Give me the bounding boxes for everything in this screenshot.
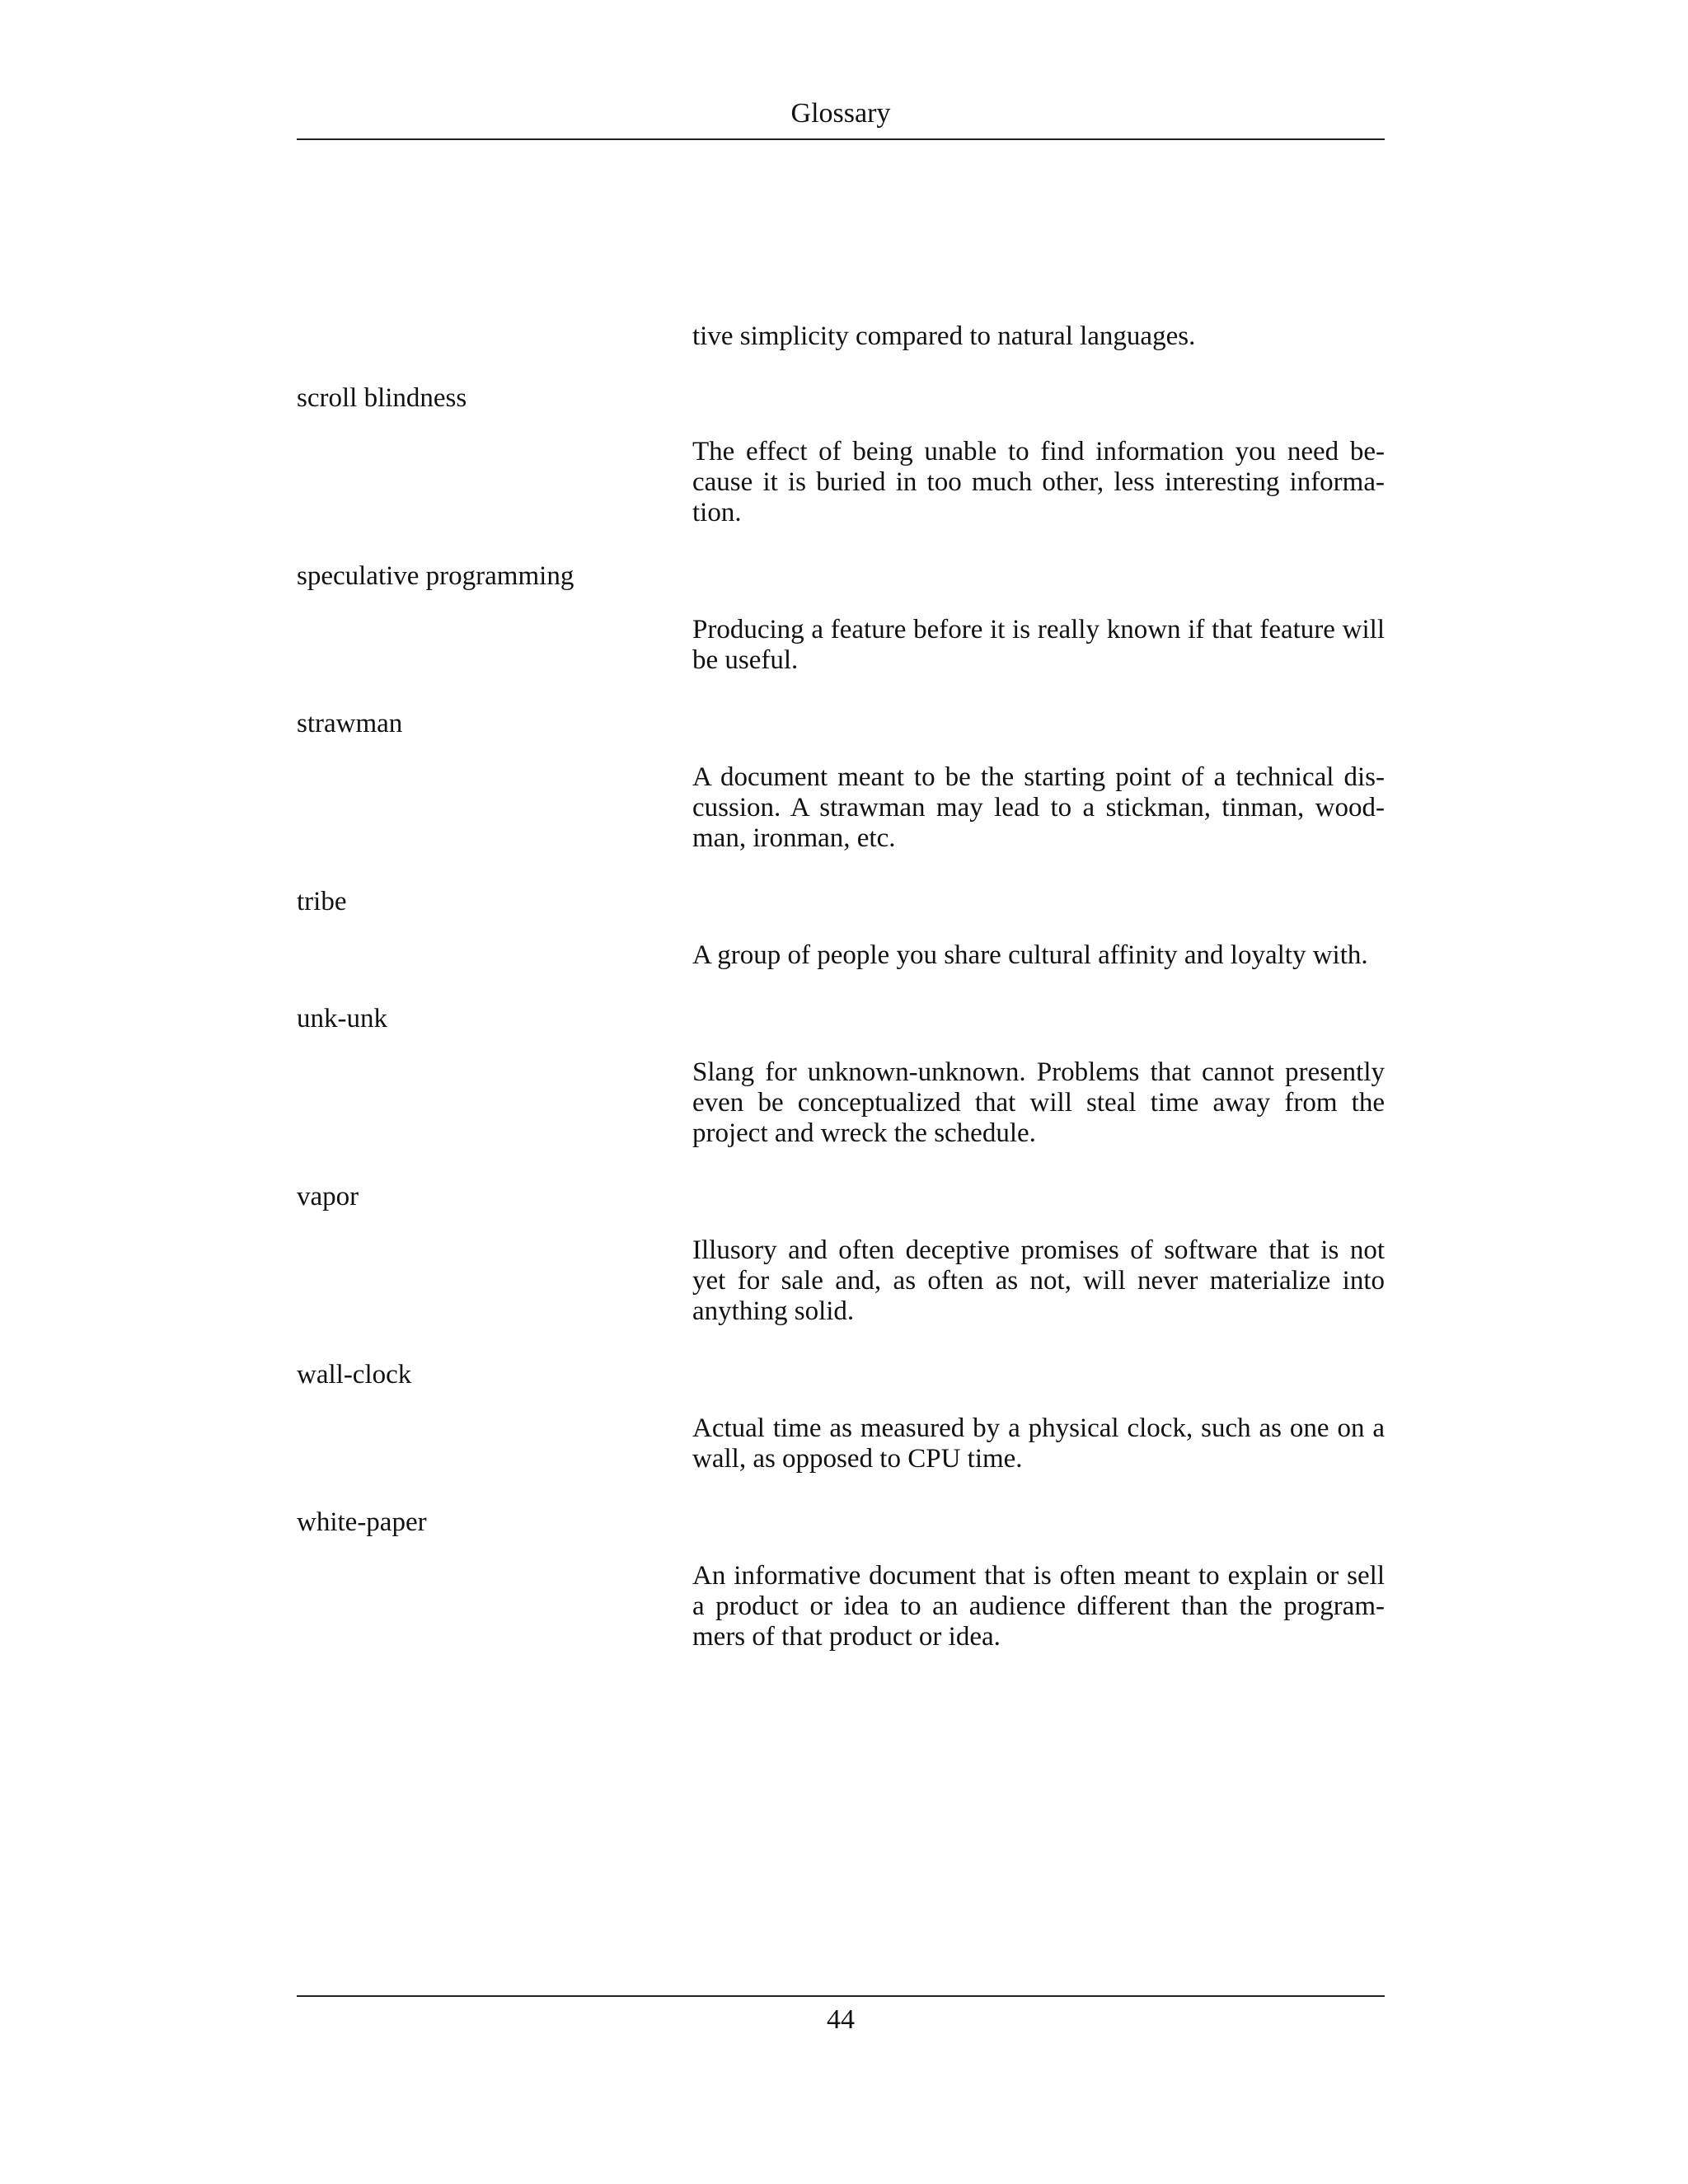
glossary-term: tribe [297, 887, 347, 916]
glossary-entry [297, 1507, 1385, 1652]
glossary-term: speculative programming [297, 561, 574, 591]
glossary-definition: Actual time as measured by a physical clock, such as one on a wall, as opposed to CPU time. [692, 1413, 1385, 1474]
glossary-definition: The effect of being unable to find information you need because it is buried in too much other, less interesting information. [692, 437, 1385, 527]
continued-definition: tive simplicity compared to natural languages. [692, 321, 1196, 351]
glossary-entry [297, 887, 1385, 971]
glossary-term: wall-clock [297, 1360, 412, 1390]
glossary-definition: A document meant to be the starting point of a technical discussion. A strawman may lead to a stickman, tinman, woodman, ironman, etc. [692, 762, 1385, 853]
glossary-definition: Producing a feature before it is really known if that feature will be useful. [692, 615, 1385, 675]
page-footer [297, 1995, 1385, 2036]
glossary-entry [297, 1182, 1385, 1327]
glossary-term: strawman [297, 709, 403, 738]
header-title: Glossary [790, 98, 891, 129]
glossary-term: unk-unk [297, 1004, 387, 1033]
glossary-entry [297, 709, 1385, 854]
glossary-entry [297, 1004, 1385, 1149]
glossary-definition: A group of people you share cultural affinity and loyalty with. [692, 940, 1368, 970]
glossary-entry [297, 561, 1385, 676]
glossary-term: white-paper [297, 1507, 427, 1537]
glossary-definition: Slang for unknown-unknown. Problems that cannot presently even be conceptualized that will steal time away from the project and wreck the schedule. [692, 1057, 1385, 1148]
page-number: 44 [827, 2004, 855, 2035]
glossary-entry [297, 383, 1385, 528]
running-header [297, 92, 1385, 140]
glossary-definition: Illusory and often deceptive promises of software that is not yet for sale and, as often as not, will never materialize into anything solid. [692, 1235, 1385, 1326]
glossary-term: vapor [297, 1182, 359, 1212]
glossary-list [297, 321, 1385, 1685]
glossary-term: scroll blindness [297, 383, 467, 413]
glossary-definition: An informative document that is often meant to explain or sell a product or idea to an audience different than the programmers of that product or idea. [692, 1561, 1385, 1652]
glossary-entry [297, 1360, 1385, 1474]
